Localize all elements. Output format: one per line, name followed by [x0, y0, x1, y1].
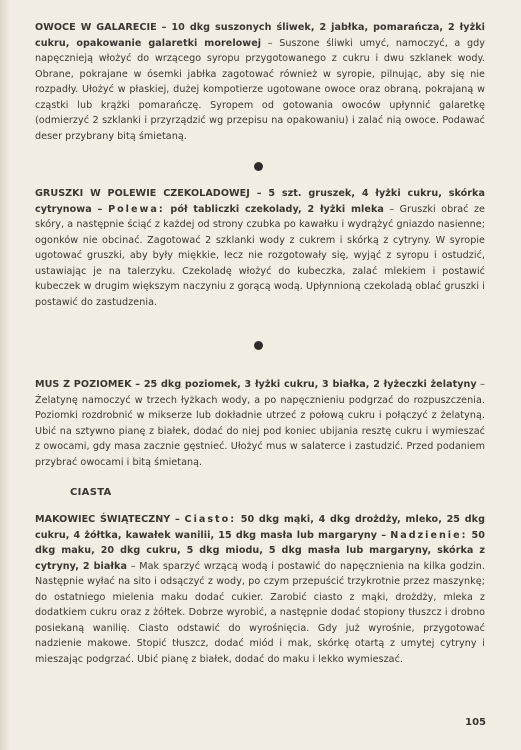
recipe-sub-label: Polewa: — [108, 203, 165, 215]
page-number: 105 — [465, 717, 486, 728]
recipe-title: MUS Z POZIOMEK — [35, 379, 132, 390]
page-edge-shadow — [0, 0, 9, 750]
recipe-gruszki-w-polewie — [35, 186, 485, 310]
recipe-text: – Suszone śliwki umyć, namoczyć, a gdy napęcznieją włożyć do wrzącego syropu przygotowanego z cukru i dwu szklanek wody. Obrane, pokrajane w ósemki jabłka zagotować również w syropie, pilnując, aby się nie rozpadły. Ułożyć w płaskiej, dużej kompotierze ugotowane owoce oraz obraną, pokrajaną w cząstki lub krążki pomarańczę. Syropem od gotowania owoców upłynnić galaretkę (odmierzyć 2 szklanki i przyrządzić wg przepisu na opakowaniu) i zalać nią owoce. Podawać deser przybrany bitą śmietaną. — [35, 37, 485, 142]
recipe-text: – Mak sparzyć wrzącą wodą i postawić do napęcznienia na kilka godzin. Następnie wyłać na sito i odsączyć z wody, po czym przepuścić trzykrotnie przez maszynkę; do ostatniego mielenia maku dodać cukier. Zarobić ciasto z mąki, drożdży, mleka z dodatkiem cukru oraz z żółtek. Dobrze wyrobić, a następnie dodać stopiony tłuszcz i drobno posiekaną wanilię. Ciasto odstawić do wyrośnięcia. Gdy już wyrośnie, przygotować nadzienie makowe. Stopić tłuszcz, dodać miód i mak, skórkę otartą z umytej cytryny i mieszając podgrzać. Ubić pianę z białek, dodać do maku i lekko wymieszać. — [35, 560, 485, 665]
recipe-sub-label: Ciasto: — [184, 514, 237, 525]
recipe-makowiec — [35, 512, 485, 667]
bullet-separator — [254, 341, 263, 350]
recipe-ingredients: – 10 dkg suszonych śliwek, 2 jabłka, pomarańcza, 2 łyżki cukru, opakowanie galaretki morelowej — [35, 22, 485, 49]
recipe-title: OWOCE W GALARECIE — [35, 22, 157, 33]
recipe-owoce-w-galarecie — [35, 20, 485, 144]
recipe-ingredients: – 5 szt. gruszek, 4 łyżki cukru, skórka cytrynowa – — [35, 188, 485, 215]
recipe-title: GRUSZKI W POLEWIE CZEKOLADOWEJ — [35, 188, 250, 199]
section-heading: CIASTA — [70, 487, 112, 498]
recipe-sub-label: Nadzienie: — [390, 529, 468, 541]
dash-separator: – — [170, 514, 185, 525]
recipe-mus-z-poziomek — [35, 377, 485, 470]
recipe-ingredients: – 25 dkg poziomek, 3 łyżki cukru, 3 białka, 2 łyżeczki żelatyny — [131, 379, 477, 390]
recipe-sub-ingredients: 50 dkg maku, 20 dkg cukru, 5 dkg miodu, 5 dkg masła lub margaryny, skórka z cytryny, 2 białka — [35, 529, 485, 572]
recipe-title: MAKOWIEC ŚWIĄTECZNY — [35, 514, 171, 525]
recipe-ingredients: 50 dkg mąki, 4 dkg drożdży, mleko, 25 dkg cukru, 4 żółtka, kawałek wanilii, 15 dkg masła lub margaryny – — [35, 514, 485, 541]
bullet-separator — [254, 162, 263, 171]
recipe-text: – Gruszki obrać ze skóry, a następnie ściąć z każdej od strony czubka po kawałku i wydrążyć gniazdo nasienne; ogonków nie obcinać. Zagotować 2 szklanki wody z cukrem i skórką z cytryny. W syropie ugotować gruszki, aby były miękkie, lecz nie rozgotowały się, wyjąć z syropu i ostudzić, ustawiając je na talerzyku. Czekoladę włożyć do kubeczka, zalać mlekiem i postawić kubeczek w drugim większym naczyniu z gorącą wodą. Upłynnioną czekoladą oblać gruszki i postawić do zastudzenia. — [35, 203, 485, 308]
recipe-text: – Żelatynę namoczyć w trzech łyżkach wody, a po napęcznieniu podgrzać do rozpuszczenia. Poziomki rozdrobnić w mikserze lub dokładnie utrzeć z połową cukru i połączyć z żelatyną. Ubić na sztywno pianę z białek, dodać do niej pod koniec ubijania resztę cukru i wymieszać z owocami, gdy masa zacznie gęstnieć. Ułożyć mus w salaterce i zastudzić. Przed podaniem przybrać owocami i bitą śmietaną. — [35, 379, 485, 468]
recipe-sub-ingredients: pół tabliczki czekolady, 2 łyżki mleka — [164, 203, 384, 215]
